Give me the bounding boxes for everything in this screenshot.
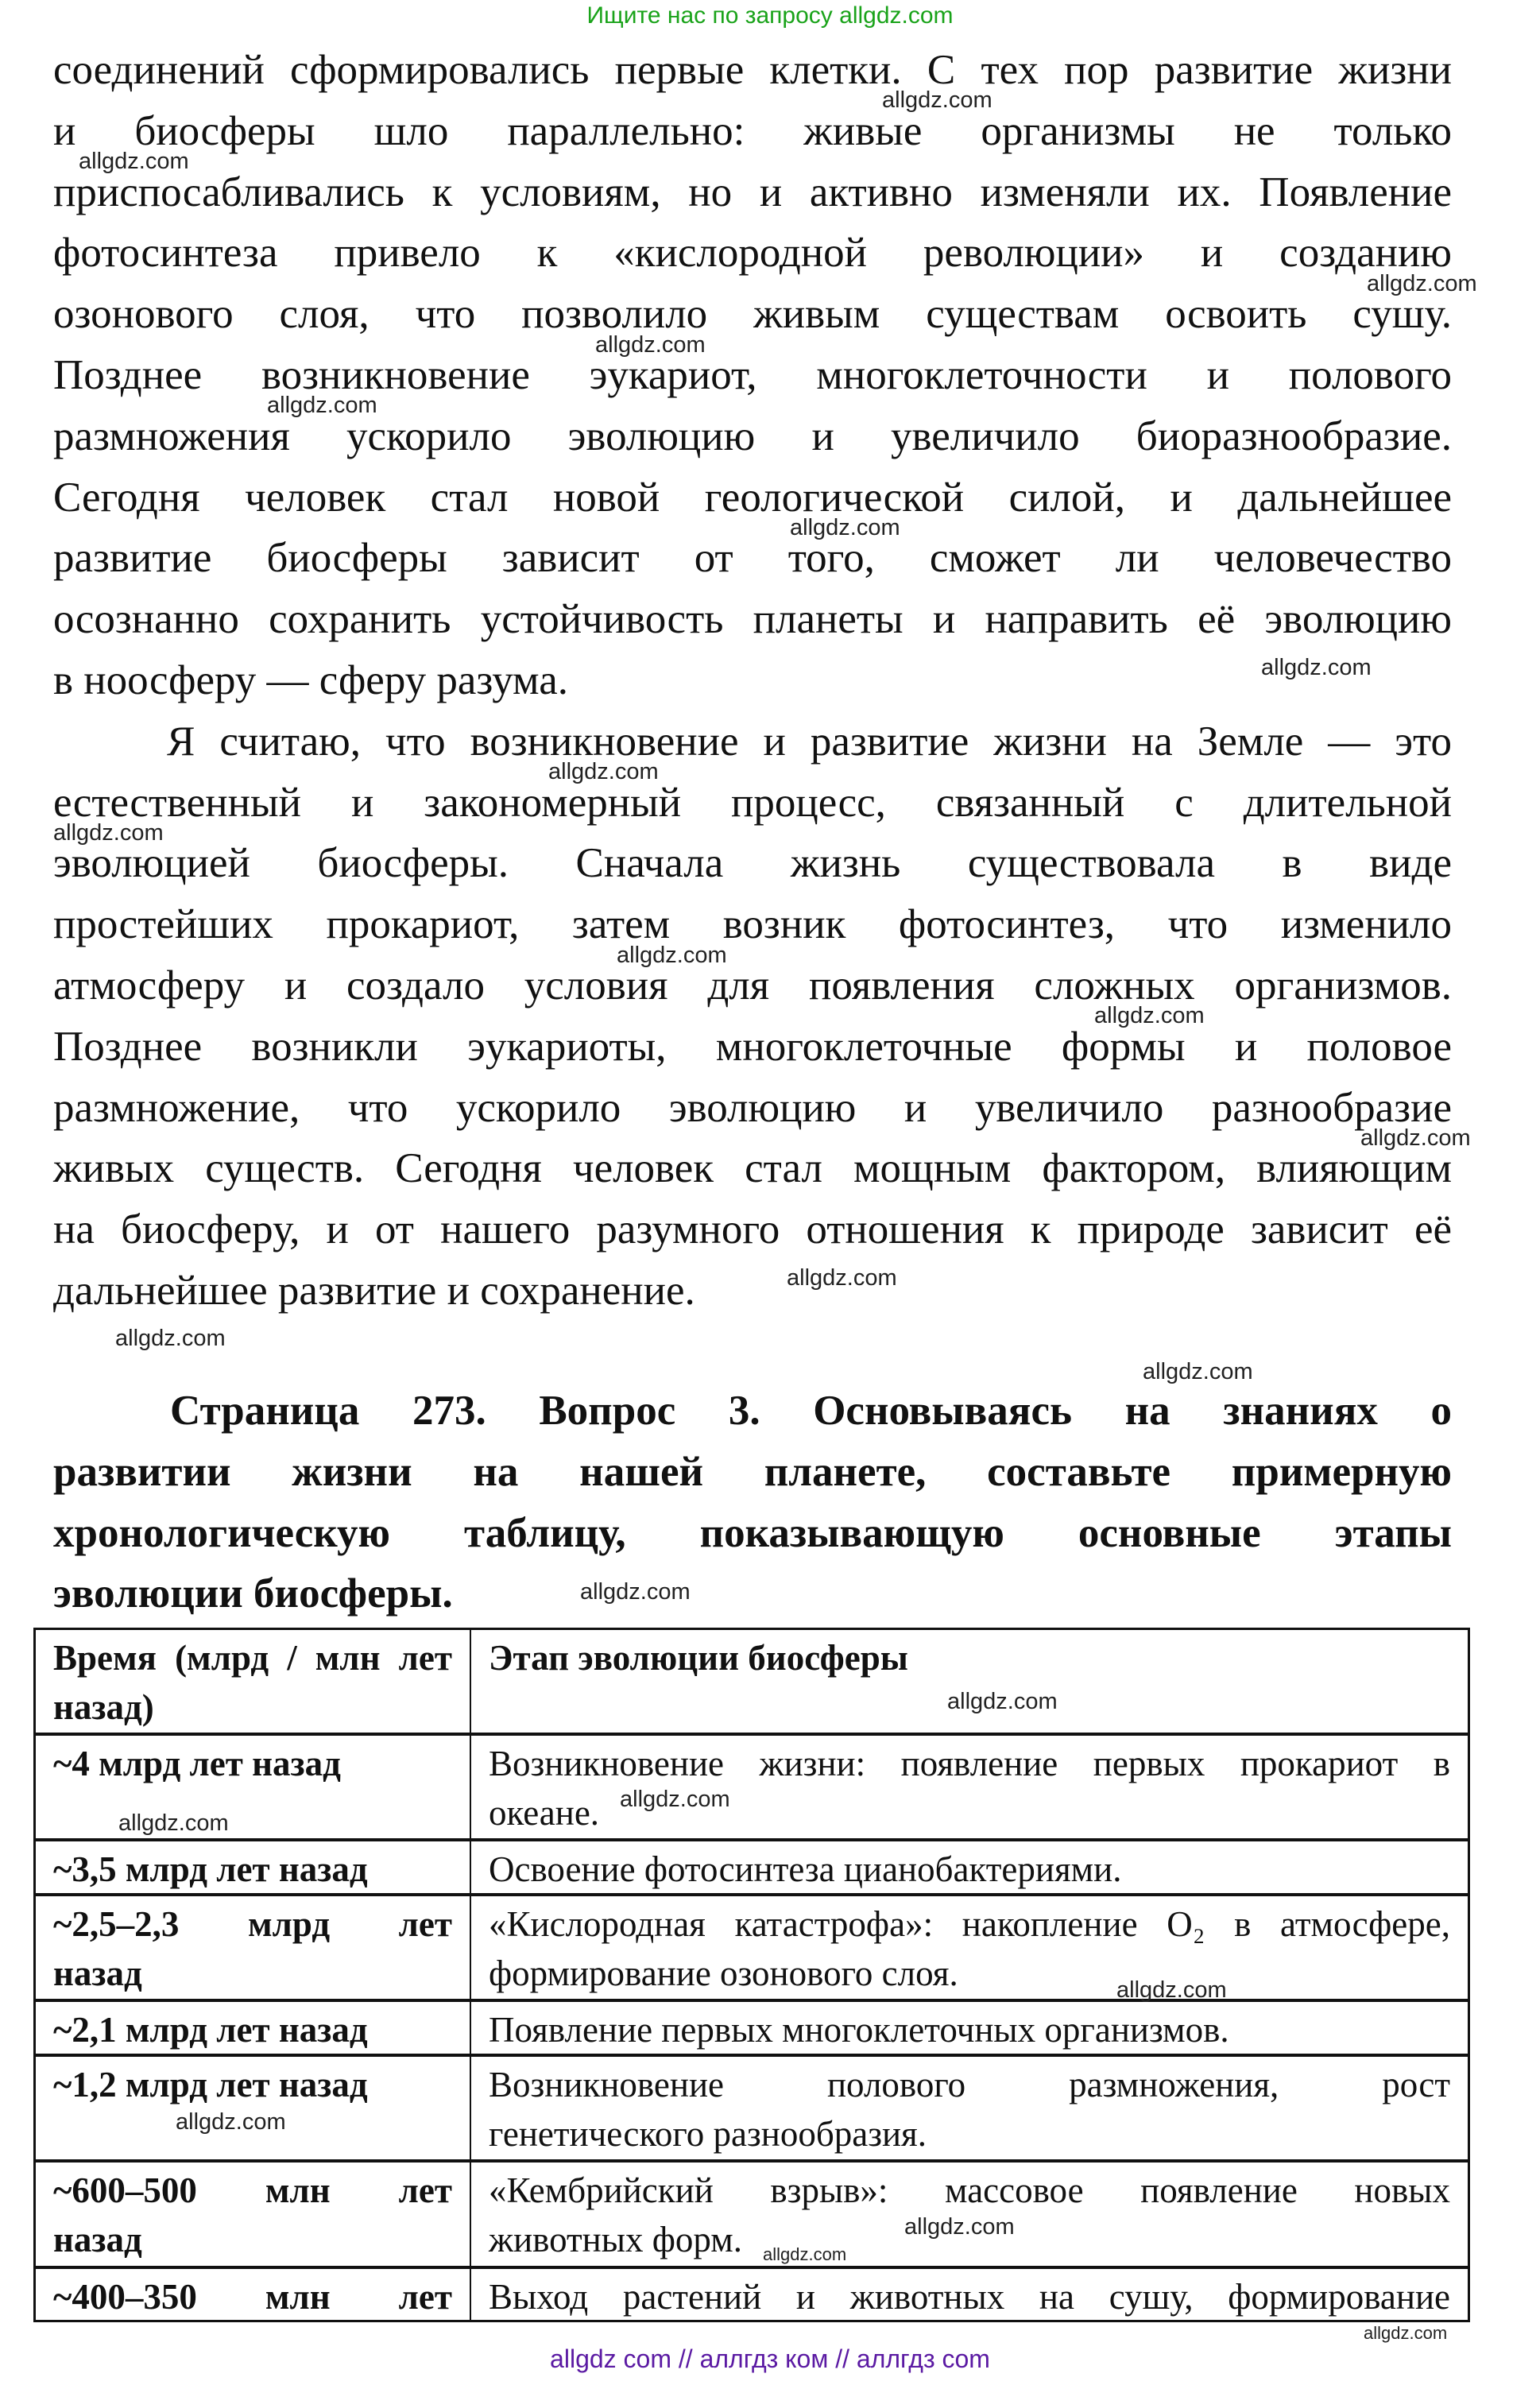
stage-cell — [471, 2269, 1468, 2320]
watermark: allgdz.com — [53, 820, 164, 846]
cell-line: ~4 млрд лет назад — [53, 1744, 341, 1783]
stage-cell — [471, 1896, 1468, 1999]
cell-line: ~2,1 млрд лет назад — [53, 2010, 368, 2050]
cell-line: Освоение фотосинтеза цианобактериями. — [489, 1849, 1122, 1889]
cell-line: Этап эволюции биосферы — [489, 1638, 908, 1678]
chronology-table — [33, 1628, 1470, 2322]
watermark: allgdz.com — [787, 1265, 897, 1291]
heading-line: эволюции биосферы. — [53, 1570, 453, 1617]
cell-line: назад) — [53, 1687, 154, 1727]
cell-line: ~600–500 млн лет — [53, 2170, 452, 2210]
watermark: allgdz.com — [1261, 655, 1372, 680]
text-line: фотосинтеза привело к «кислородной революции» и созданию — [53, 230, 1452, 277]
footer-links[interactable]: allgdz com // аллгдз ком // аллгдз com — [550, 2344, 990, 2373]
cell-line: животных форм. — [489, 2220, 742, 2259]
table-row — [36, 2054, 1468, 2159]
watermark: allgdz.com — [763, 2244, 847, 2264]
time-cell — [36, 1736, 471, 1838]
text-line: Я считаю, что возникновение и развитие жизни на Земле — это — [167, 718, 1452, 765]
watermark: allgdz.com — [904, 2214, 1015, 2240]
answer-text — [53, 40, 1452, 1322]
cell-line: формирование озонового слоя. — [489, 1953, 958, 1993]
watermark: allgdz.com — [176, 2109, 286, 2135]
cell-line: Возникновение полового размножения, рост — [489, 2065, 1450, 2104]
watermark: allgdz.com — [790, 515, 900, 540]
text-line: размножение, что ускорило эволюцию и увеличило разнообразие — [53, 1084, 1452, 1131]
heading-line: хронологическую таблицу, показывающую основные этапы — [53, 1509, 1452, 1556]
text-line: Позднее возникли эукариоты, многоклеточные формы и половое — [53, 1023, 1452, 1070]
stage-cell — [471, 1841, 1468, 1893]
heading-line: Страница 273. Вопрос 3. Основываясь на знаниях о — [170, 1388, 1452, 1434]
text-line: Сегодня человек стал новой геологической силой, и дальнейшее — [53, 474, 1452, 521]
text-line: приспосабливались к условиям, но и активно изменяли их. Появление — [53, 168, 1452, 215]
watermark: allgdz.com — [267, 393, 377, 418]
watermark: allgdz.com — [79, 149, 189, 174]
cell-line: Появление первых многоклеточных организмов. — [489, 2010, 1229, 2050]
cell-line: Время (млрд / млн лет — [53, 1638, 452, 1678]
table-row — [36, 1893, 1468, 1999]
watermark: allgdz.com — [118, 1810, 229, 1836]
cell-line: ~3,5 млрд лет назад — [53, 1849, 368, 1889]
cell-line: Выход растений и животных на сушу, формирование — [489, 2277, 1450, 2317]
time-cell — [36, 2057, 471, 2159]
time-cell — [36, 2002, 471, 2054]
text-line: озонового слоя, что позволило живым существам освоить сушу. — [53, 291, 1452, 338]
text-line: развитие биосферы зависит от того, сможет ли человечество — [53, 535, 1452, 582]
cell-line: океане. — [489, 1793, 600, 1833]
watermark: allgdz.com — [1094, 1003, 1205, 1028]
cell-line: Возникновение жизни: появление первых прокариот в — [489, 1744, 1450, 1783]
watermark: allgdz.com — [1364, 2323, 1448, 2343]
watermark: allgdz.com — [617, 943, 727, 968]
heading-line: развитии жизни на нашей планете, составьте примерную — [53, 1448, 1452, 1495]
table-row — [36, 2159, 1468, 2266]
watermark: allgdz.com — [548, 759, 659, 784]
cell-line: ~1,2 млрд лет назад — [53, 2065, 368, 2104]
table-row — [36, 1999, 1468, 2054]
text-line: на биосферу, и от нашего разумного отношения к природе зависит её — [53, 1206, 1452, 1253]
watermark: allgdz.com — [1143, 1359, 1253, 1384]
cell-line: ~2,5–2,3 млрд лет — [53, 1904, 452, 1944]
watermark: allgdz.com — [1367, 271, 1477, 296]
search-hint-header: Ищите нас по запросу allgdz.com — [586, 2, 954, 29]
text-line: дальнейшее развитие и сохранение. — [53, 1267, 695, 1314]
watermark: allgdz.com — [882, 87, 992, 113]
question-heading — [53, 1380, 1452, 1624]
time-cell — [36, 2162, 471, 2266]
cell-line: генетического разнообразия. — [489, 2114, 927, 2154]
watermark: allgdz.com — [595, 332, 706, 358]
time-cell — [36, 1896, 471, 1999]
watermark: allgdz.com — [947, 1689, 1058, 1714]
stage-cell — [471, 2057, 1468, 2159]
text-line: и биосферы шло параллельно: живые организмы не только — [53, 107, 1452, 154]
text-line: простейших прокариот, затем возник фотосинтез, что изменило — [53, 901, 1452, 948]
time-cell — [36, 1630, 471, 1733]
text-line: размножения ускорило эволюцию и увеличило биоразнообразие. — [53, 412, 1452, 459]
table-row — [36, 2266, 1468, 2320]
cell-line: «Кембрийский взрыв»: массовое появление новых — [489, 2170, 1450, 2210]
text-line: живых существ. Сегодня человек стал мощным фактором, влияющим — [53, 1145, 1452, 1192]
text-line: в ноосферу — сферу разума. — [53, 656, 568, 703]
table-row — [36, 1838, 1468, 1893]
cell-line: назад — [53, 1953, 142, 1993]
text-line: осознанно сохранить устойчивость планеты и направить её эволюцию — [53, 596, 1452, 643]
watermark: allgdz.com — [1116, 1977, 1227, 2003]
time-cell — [36, 2269, 471, 2320]
table-row — [36, 1733, 1468, 1838]
watermark: allgdz.com — [115, 1326, 226, 1351]
table-header-row — [36, 1630, 1468, 1733]
watermark: allgdz.com — [1360, 1125, 1471, 1151]
stage-cell — [471, 1630, 1468, 1733]
cell-line: ~400–350 млн лет — [53, 2277, 452, 2317]
watermark: allgdz.com — [580, 1579, 691, 1605]
text-line: соединений сформировались первые клетки. С тех пор развитие жизни — [53, 47, 1452, 93]
time-cell — [36, 1841, 471, 1893]
text-line: естественный и закономерный процесс, связанный с длительной — [53, 779, 1452, 826]
cell-line: «Кислородная катастрофа»: накопление O₂ в атмосфере, — [489, 1904, 1450, 1944]
text-line: эволюцией биосферы. Сначала жизнь существовала в виде — [53, 840, 1452, 887]
stage-cell — [471, 2002, 1468, 2054]
watermark: allgdz.com — [620, 1787, 730, 1812]
text-line: Позднее возникновение эукариот, многоклеточности и полового — [53, 351, 1452, 398]
cell-line: назад — [53, 2220, 142, 2259]
text-line: атмосферу и создало условия для появления сложных организмов. — [53, 962, 1452, 1009]
